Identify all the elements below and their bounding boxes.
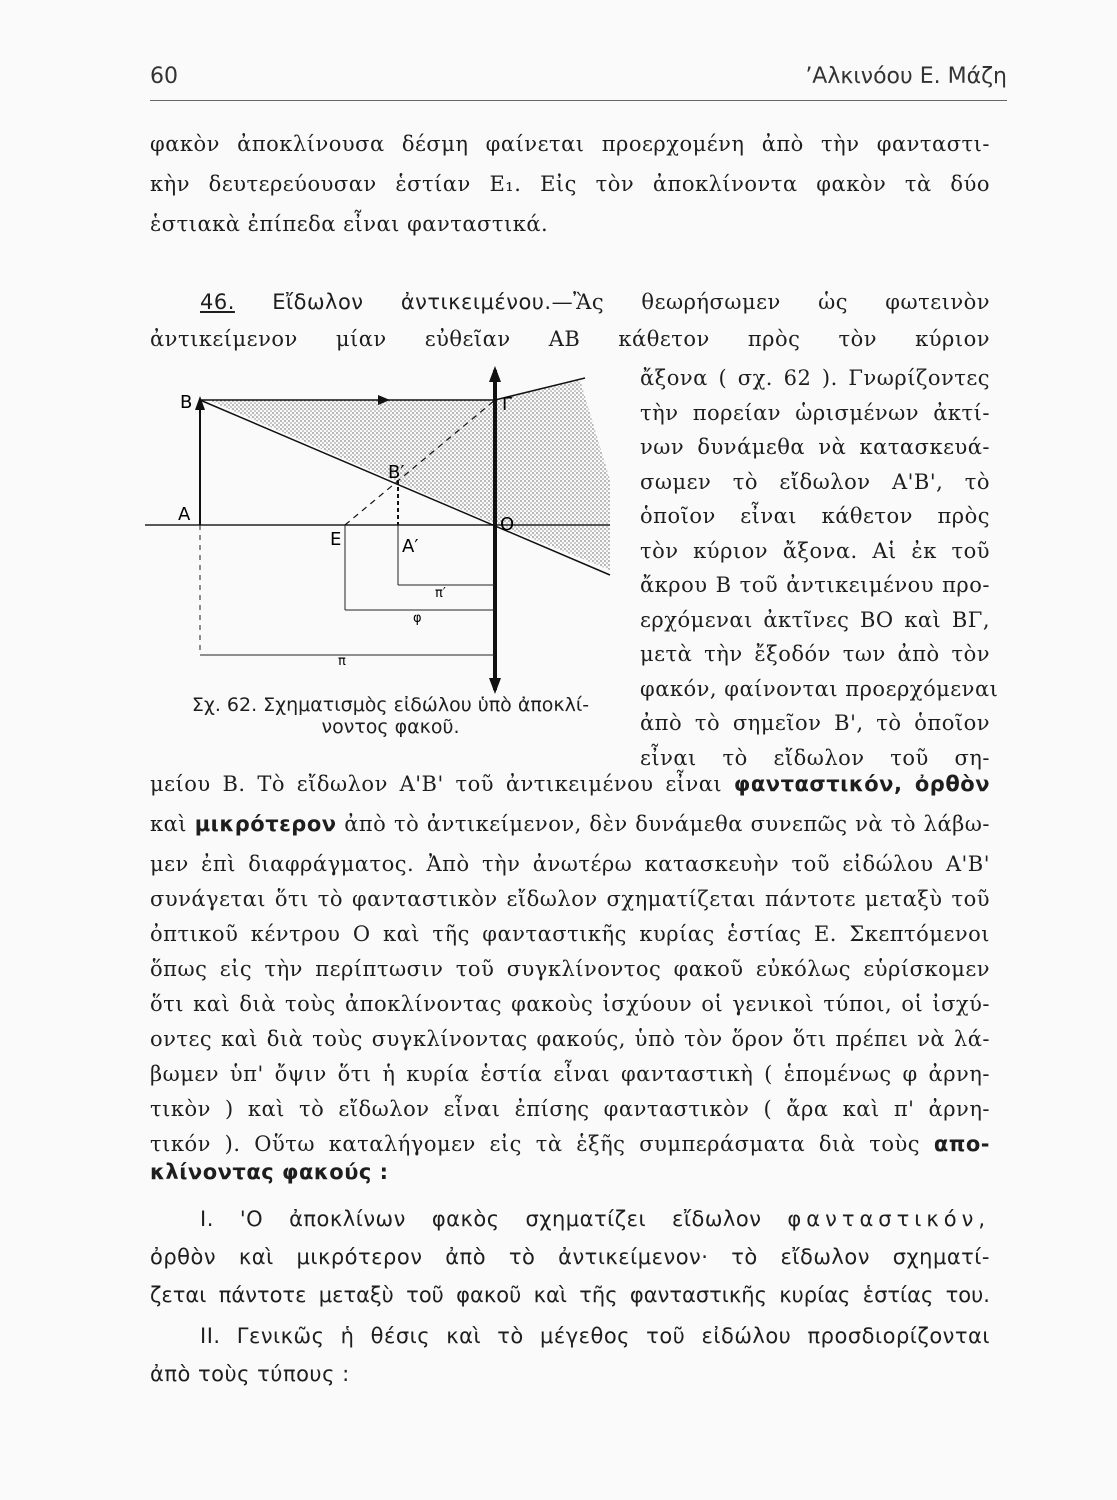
text-line xyxy=(150,1130,990,1158)
lens-bottom-arrow xyxy=(489,678,501,694)
text-line: κὴν δευτερεύουσαν ἑστίαν E₁. Εἰς τὸν ἀποκλίνοντα φακὸν τὰ δύο xyxy=(150,172,990,196)
text-line: ὀπτικοῦ κέντρου Ο καὶ τῆς φανταστικῆς κυρίας ἑστίας Ε. Σκεπτόμενοι xyxy=(150,922,990,946)
text-line: οντες καὶ διὰ τοὺς συγκλίνοντας φακούς, ὑπὸ τὸν ὅρον ὅτι πρέπει νὰ λά- xyxy=(150,1027,990,1051)
text-line: τικὸν ) καὶ τὸ εἴδωλον εἶναι ἐπίσης φανταστικὸν ( ἄρα καὶ π' ἀρνη- xyxy=(150,1097,990,1121)
text-run: καὶ xyxy=(150,812,195,836)
label-E: E xyxy=(330,529,342,550)
text-line: τὴν πορείαν ὡρισμένων ἀκτί- xyxy=(640,400,990,425)
running-title: ’Αλκινόου Ε. Μάζη xyxy=(805,64,1007,89)
text-run: , xyxy=(893,772,915,796)
rule-2-line: ἀπὸ τοὺς τύπους : xyxy=(150,1362,350,1386)
shaded-beam-right xyxy=(498,380,610,570)
rule-1-number: I. xyxy=(200,1207,214,1231)
label-pi-prime: π′ xyxy=(435,586,446,601)
text-line: ὅπως εἰς τὴν περίπτωσιν τοῦ συγκλίνοντος φακοῦ εὐκόλως εὑρίσκομεν xyxy=(150,957,990,981)
text-line: σωμεν τὸ εἴδωλον Α'Β', τὸ xyxy=(640,469,990,494)
section-heading-line xyxy=(200,288,990,316)
label-phi: φ xyxy=(413,611,422,626)
text-line: ὁποῖον εἶναι κάθετον πρὸς xyxy=(640,504,990,528)
label-B: B xyxy=(180,392,193,413)
caption-line: Σχ. 62. Σχηματισμὸς εἰδώλου ὑπὸ ἀποκλί- xyxy=(191,694,590,716)
text-line: φακόν, φαίνονται προερχόμεναι xyxy=(640,676,999,701)
text-line: ερχόμεναι ἀκτῖνες ΒΟ καὶ ΒΓ, xyxy=(640,607,990,632)
caption-line: νοντος φακοῦ. xyxy=(321,716,460,738)
text-line: νων δυνάμεθα νὰ κατασκευά- xyxy=(640,435,990,459)
label-A: A xyxy=(178,504,191,525)
rule-1-line: ζεται πάντοτε μεταξὺ τοῦ φακοῦ καὶ τῆς φανταστικῆς κυρίας ἑστίας του. xyxy=(150,1283,990,1307)
text-line: τὸν κύριον ἄξονα. Αἱ ἐκ τοῦ xyxy=(640,538,990,563)
text-run: Γενικῶς ἡ θέσις καὶ τὸ μέγεθος τοῦ εἰδώλου προσδιορίζονται xyxy=(236,1324,990,1348)
label-Aprime: A′ xyxy=(402,536,419,557)
section-lead: —Ἂς θεωρήσωμεν ὡς φωτεινὸν xyxy=(551,290,990,314)
label-pi: π xyxy=(338,654,346,669)
lens-top-arrow xyxy=(489,366,501,382)
rule-2-line xyxy=(200,1322,990,1350)
emphasis-apo: απο- xyxy=(933,1132,990,1156)
page-number: 60 xyxy=(150,64,178,89)
section-title: Εἴδωλον ἀντικειμένου. xyxy=(272,290,552,314)
header-rule xyxy=(150,100,1007,101)
shaded-beam-upper xyxy=(208,400,498,525)
text-run: μείου Β. Τὸ εἴδωλον Α'Β' τοῦ ἀντικειμένου εἶναι xyxy=(150,772,734,796)
spaced-word: φανταστικόν, xyxy=(787,1207,990,1231)
text-line xyxy=(150,770,990,798)
text-line: βωμεν ὑπ' ὄψιν ὅτι ἡ κυρία ἑστία εἶναι φανταστικὴ ( ἑπομένως φ ἀρνη- xyxy=(150,1062,990,1086)
label-O: O xyxy=(500,514,515,535)
emphasis-orthon: ὀρθὸν xyxy=(914,772,990,796)
text-line: ὅτι καὶ διὰ τοὺς ἀποκλίνοντας φακοὺς ἰσχύουν οἱ γενικοὶ τύποι, οἱ ἰσχύ- xyxy=(150,992,990,1016)
text-line: ἀντικείμενον μίαν εὐθεῖαν ΑΒ κάθετον πρὸς τὸν κύριον xyxy=(150,327,990,351)
text-line: εἶναι τὸ εἴδωλον τοῦ ση- xyxy=(640,745,990,770)
text-line-bold: κλίνοντας φακούς : xyxy=(150,1160,389,1184)
text-run: τικόν ). Οὕτω καταλήγομεν εἰς τὰ ἑξῆς συμπεράσματα διὰ τοὺς xyxy=(150,1132,934,1156)
text-line: μετὰ τὴν ἔξοδόν των ἀπὸ τὸν xyxy=(640,642,990,666)
label-Gamma: Γ xyxy=(502,394,513,415)
figure-62 xyxy=(140,360,630,705)
rule-1-line: ὀρθὸν καὶ μικρότερον ἀπὸ τὸ ἀντικείμενον· τὸ εἴδωλον σχηματί- xyxy=(150,1245,990,1269)
figure-caption xyxy=(158,694,623,738)
text-line: ἄκρου Β τοῦ ἀντικειμένου προ- xyxy=(640,573,990,597)
text-line xyxy=(150,810,990,838)
rule-1-line xyxy=(200,1205,990,1233)
rule-2-number: II. xyxy=(200,1324,221,1348)
text-line: ἄξονα ( σχ. 62 ). Γνωρίζοντες xyxy=(640,366,990,390)
text-line: ἑστιακὰ ἐπίπεδα εἶναι φανταστικά. xyxy=(150,212,549,236)
text-line: μεν ἐπὶ διαφράγματος. Ἀπὸ τὴν ἀνωτέρω κατασκευὴν τοῦ εἰδώλου Α'Β' xyxy=(150,852,990,876)
label-Bprime: B′ xyxy=(388,462,405,483)
text-line: συνάγεται ὅτι τὸ φανταστικὸν εἴδωλον σχηματίζεται πάντοτε μεταξὺ τοῦ xyxy=(150,887,990,911)
emphasis-mikroteron: μικρότερον xyxy=(194,812,337,836)
text-run: 'Ο ἀποκλίνων φακὸς σχηματίζει εἴδωλον xyxy=(239,1207,788,1231)
emphasis-fantastikon: φανταστικόν xyxy=(733,772,894,796)
text-line: φακὸν ἀποκλίνουσα δέσμη φαίνεται προερχομένη ἀπὸ τὴν φανταστι- xyxy=(150,132,990,156)
object-arrow xyxy=(195,396,205,410)
text-run: ἀπὸ τὸ ἀντικείμενον, δὲν δυνάμεθα συνεπῶς νὰ τὸ λάβω- xyxy=(336,812,990,836)
section-number: 46. xyxy=(200,290,235,314)
text-line: ἀπὸ τὸ σημεῖον Β', τὸ ὁποῖον xyxy=(640,711,990,735)
page-header xyxy=(150,64,1007,98)
